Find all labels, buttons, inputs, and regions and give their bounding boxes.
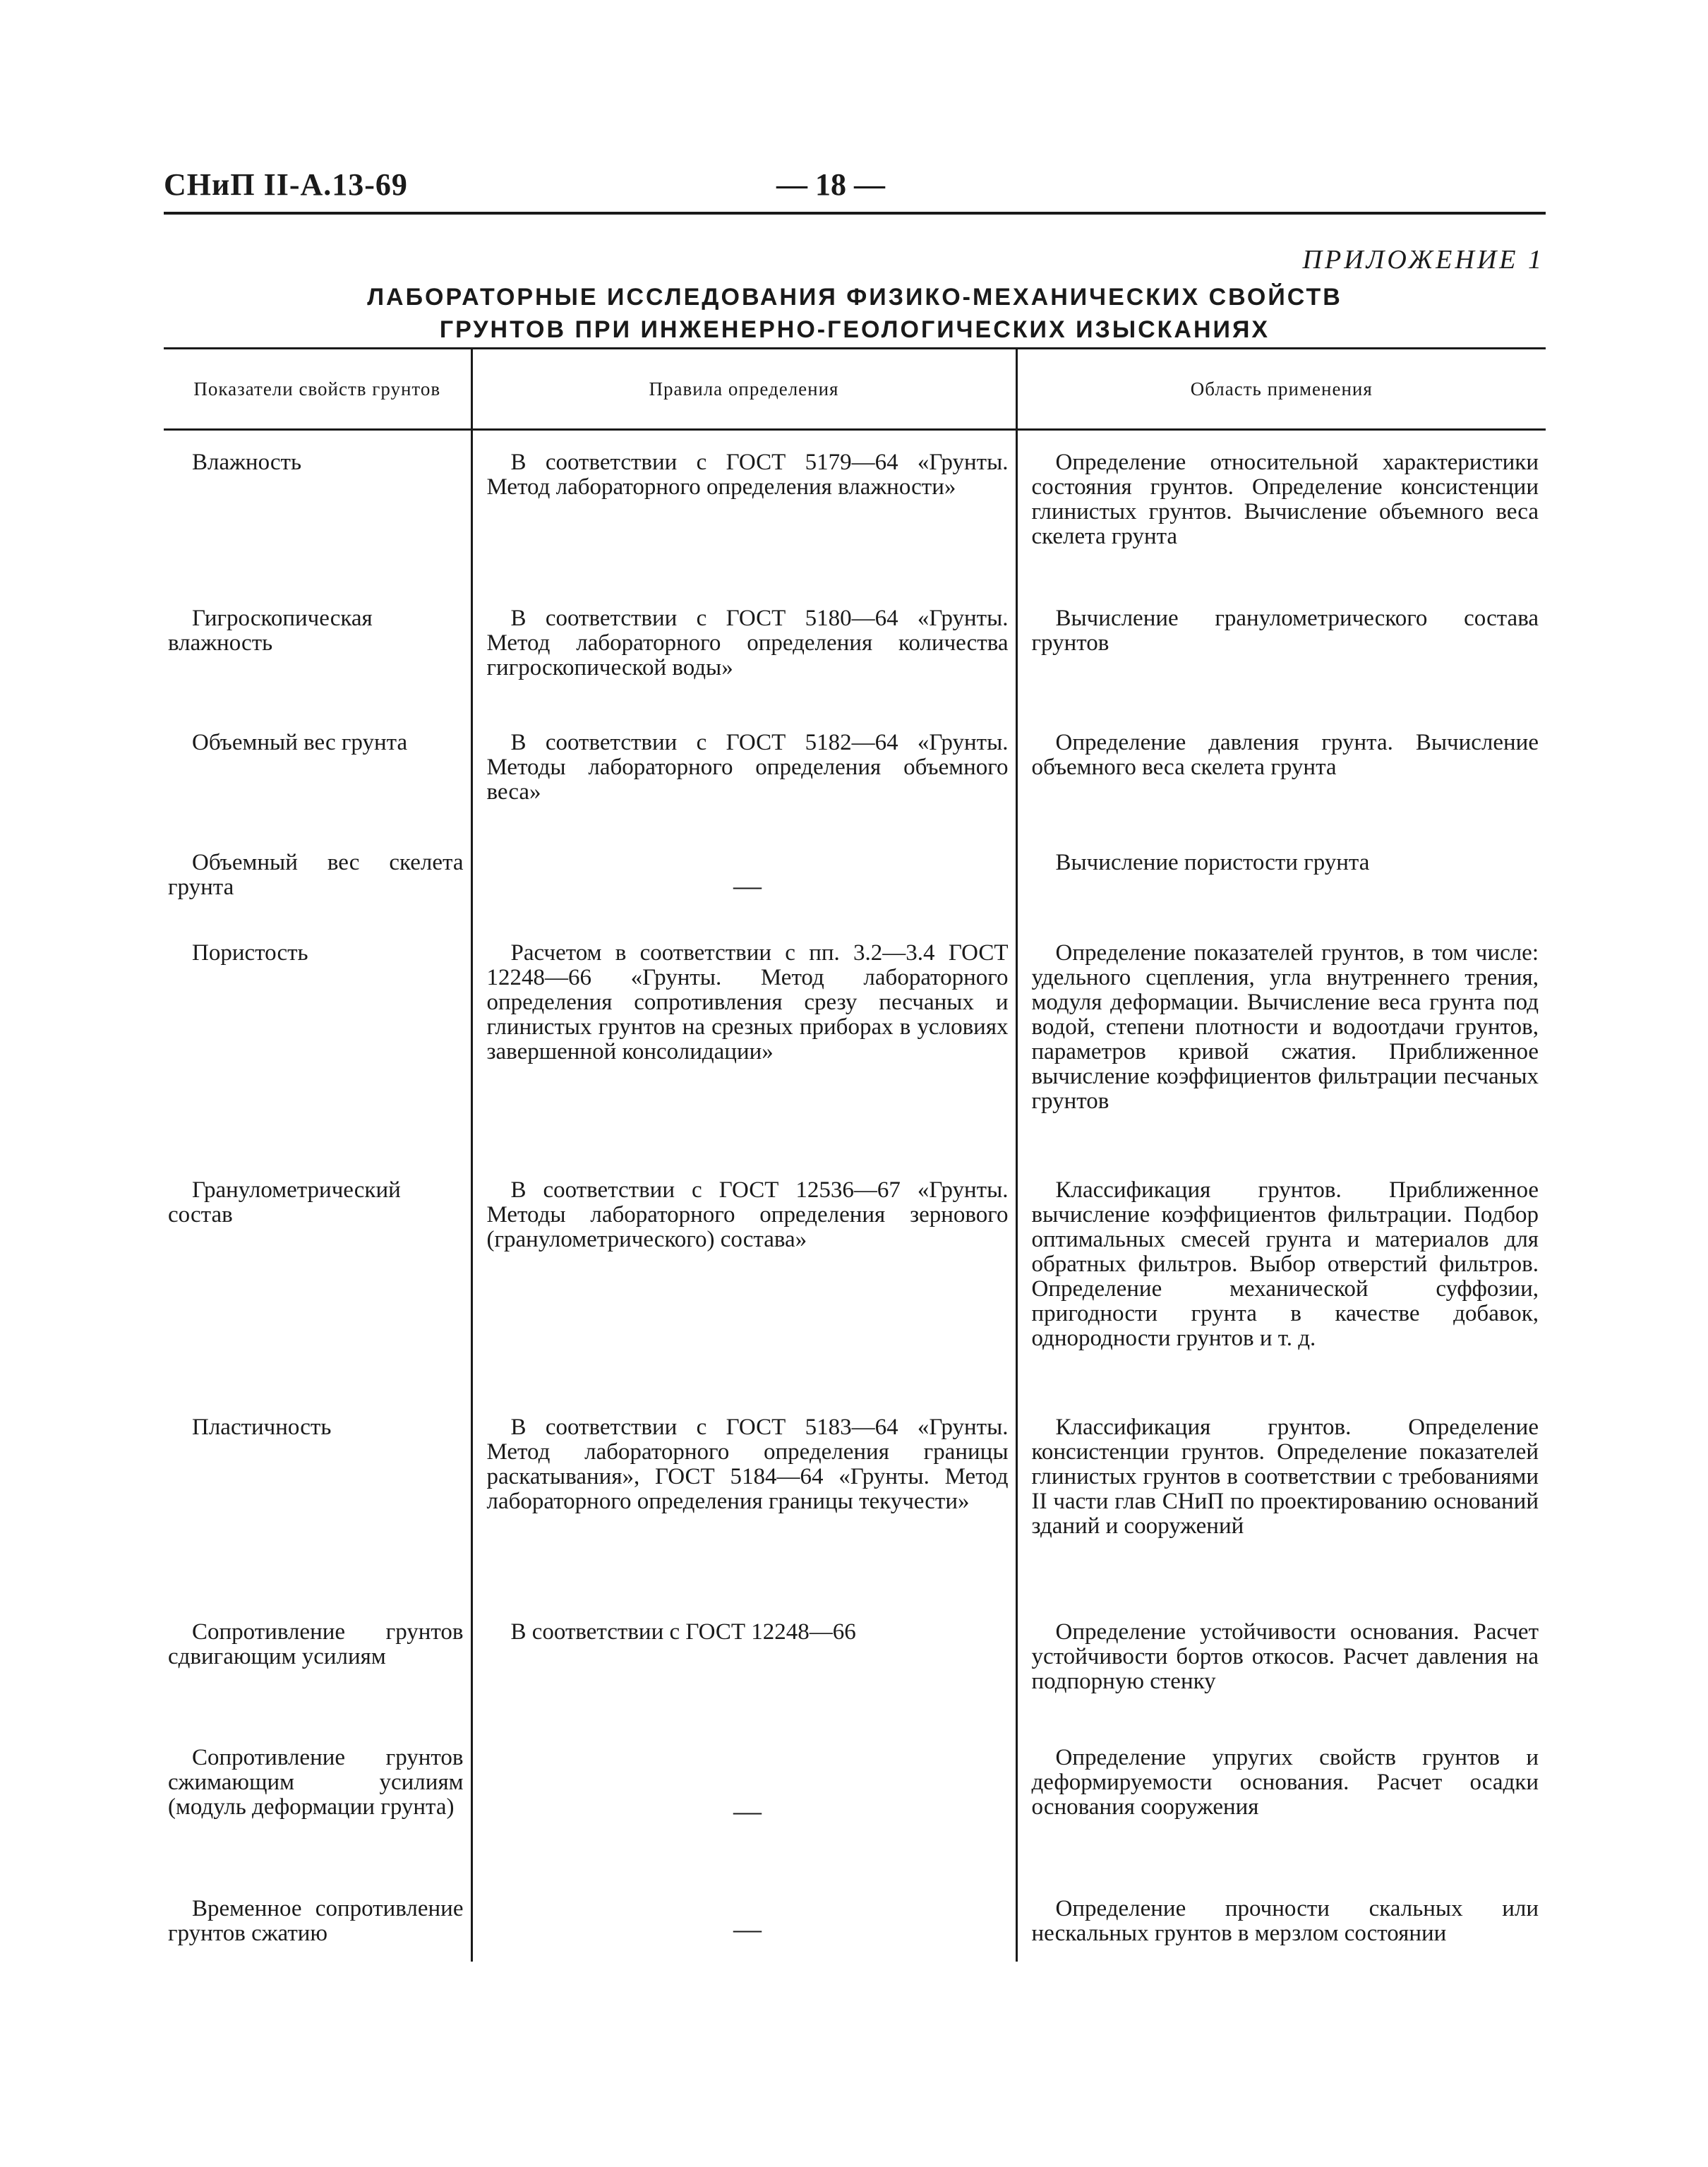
property-cell: Объемный вес скелета грунта (168, 849, 464, 900)
property-cell: Влажность (192, 450, 302, 475)
title-line-1: ЛАБОРАТОРНЫЕ ИССЛЕДОВАНИЯ ФИЗИКО-МЕХАНИЧЕСКИХ СВОЙСТВ (367, 284, 1342, 311)
table-row (164, 1726, 1546, 1877)
property-cell: Пористость (192, 940, 308, 966)
property-cell: Объемный вес грунта (192, 729, 408, 755)
soil-properties-table (164, 347, 1546, 1962)
application-cell: Определение показателей грунтов, в том числе: удельного сцепления, угла внутреннего трения, модуля деформации. Вычисление веса грунта под водой, степени плотности и водоотдачи грунтов, параметров кривой сжатия. Приближенное вычисление коэффициентов фильтрации песчаных грунтов (1016, 921, 1546, 1158)
rule-cell: В соответствии с ГОСТ 5183—64 «Грунты. Метод лабораторного определения границы раскатывания», ГОСТ 5184—64 «Грунты. Метод лабораторного определения границы текучести» (471, 1395, 1016, 1600)
rule-cell: В соответствии с ГОСТ 12248—66 (471, 1600, 1016, 1726)
table-row (164, 1600, 1546, 1726)
column-header-property: Показатели свойств грунтов (164, 349, 471, 430)
application-cell: Вычисление пористости грунта (1016, 831, 1546, 921)
property-cell: Пластичность (192, 1414, 332, 1440)
rule-cell: В соответствии с ГОСТ 5182—64 «Грунты. Методы лабораторного определения объемного веса» (471, 711, 1016, 831)
rule-cell: В соответствии с ГОСТ 5179—64 «Грунты. Метод лабораторного определения влажности» (471, 430, 1016, 587)
property-cell: Гранулометрический состав (168, 1177, 401, 1227)
rule-cell: В соответствии с ГОСТ 5180—64 «Грунты. Метод лабораторного определения количества гигроскопической воды» (471, 587, 1016, 711)
application-cell: Определение относительной характеристики состояния грунтов. Определение консистенции глинистых грунтов. Вычисление объемного веса скелета грунта (1016, 430, 1546, 587)
application-cell: Определение устойчивости основания. Расчет устойчивости бортов откосов. Расчет давления на подпорную стенку (1016, 1600, 1546, 1726)
application-cell: Определение прочности скальных или нескальных грунтов в мерзлом состоянии (1016, 1877, 1546, 1962)
page-number: — 18 — (776, 167, 885, 202)
column-header-application: Область применения (1016, 349, 1546, 430)
table-row (164, 430, 1546, 587)
application-cell: Классификация грунтов. Приближенное вычисление коэффициентов фильтрации. Подбор оптимальных смесей грунта и материалов для обратных фильтров. Выбор отверстий фильтров. Определение механической суффозии, пригодности грунта в качестве добавок, однородности грунтов и т. д. (1016, 1158, 1546, 1395)
document-code: СНиП II-А.13-69 (164, 167, 408, 202)
property-cell: Гигроскопическая влажность (168, 605, 373, 656)
column-header-rule: Правила определения (471, 349, 1016, 430)
table-row (164, 831, 1546, 921)
table-row (164, 1877, 1546, 1962)
rule-cell: В соответствии с ГОСТ 12536—67 «Грунты. Методы лабораторного определения зернового (гранулометрического) состава» (471, 1158, 1016, 1395)
table-row (164, 921, 1546, 1158)
appendix-label: ПРИЛОЖЕНИЕ 1 (1302, 245, 1544, 275)
rule-cell-empty-dash: — (471, 831, 1016, 921)
document-title (164, 281, 1546, 346)
table-row (164, 587, 1546, 711)
property-cell: Временное сопротивление грунтов сжатию (168, 1895, 464, 1946)
header-divider (164, 212, 1546, 215)
application-cell: Вычисление гранулометрического состава грунтов (1016, 587, 1546, 711)
property-cell: Сопротивление грунтов сжимающим усилиям (модуль деформации грунта) (168, 1744, 464, 1820)
table-row (164, 1395, 1546, 1600)
rule-cell: Расчетом в соответствии с пп. 3.2—3.4 ГОСТ 12248—66 «Грунты. Метод лабораторного определения сопротивления срезу песчаных и глинистых грунтов на срезных приборах в условиях завершенной консолидации» (471, 921, 1016, 1158)
table-header-row (164, 349, 1546, 430)
property-cell: Сопротивление грунтов сдвигающим усилиям (168, 1619, 464, 1669)
rule-cell-empty-dash: — (471, 1726, 1016, 1877)
table-row (164, 1158, 1546, 1395)
application-cell: Классификация грунтов. Определение консистенции грунтов. Определение показателей глинистых грунтов в соответствии с требованиями II части глав СНиП по проектированию оснований зданий и сооружений (1016, 1395, 1546, 1600)
application-cell: Определение упругих свойств грунтов и деформируемости основания. Расчет осадки основания сооружения (1016, 1726, 1546, 1877)
application-cell: Определение давления грунта. Вычисление объемного веса скелета грунта (1016, 711, 1546, 831)
title-line-2: ГРУНТОВ ПРИ ИНЖЕНЕРНО-ГЕОЛОГИЧЕСКИХ ИЗЫСКАНИЯХ (439, 316, 1270, 343)
rule-cell-empty-dash: — (471, 1877, 1016, 1962)
table-row (164, 711, 1546, 831)
